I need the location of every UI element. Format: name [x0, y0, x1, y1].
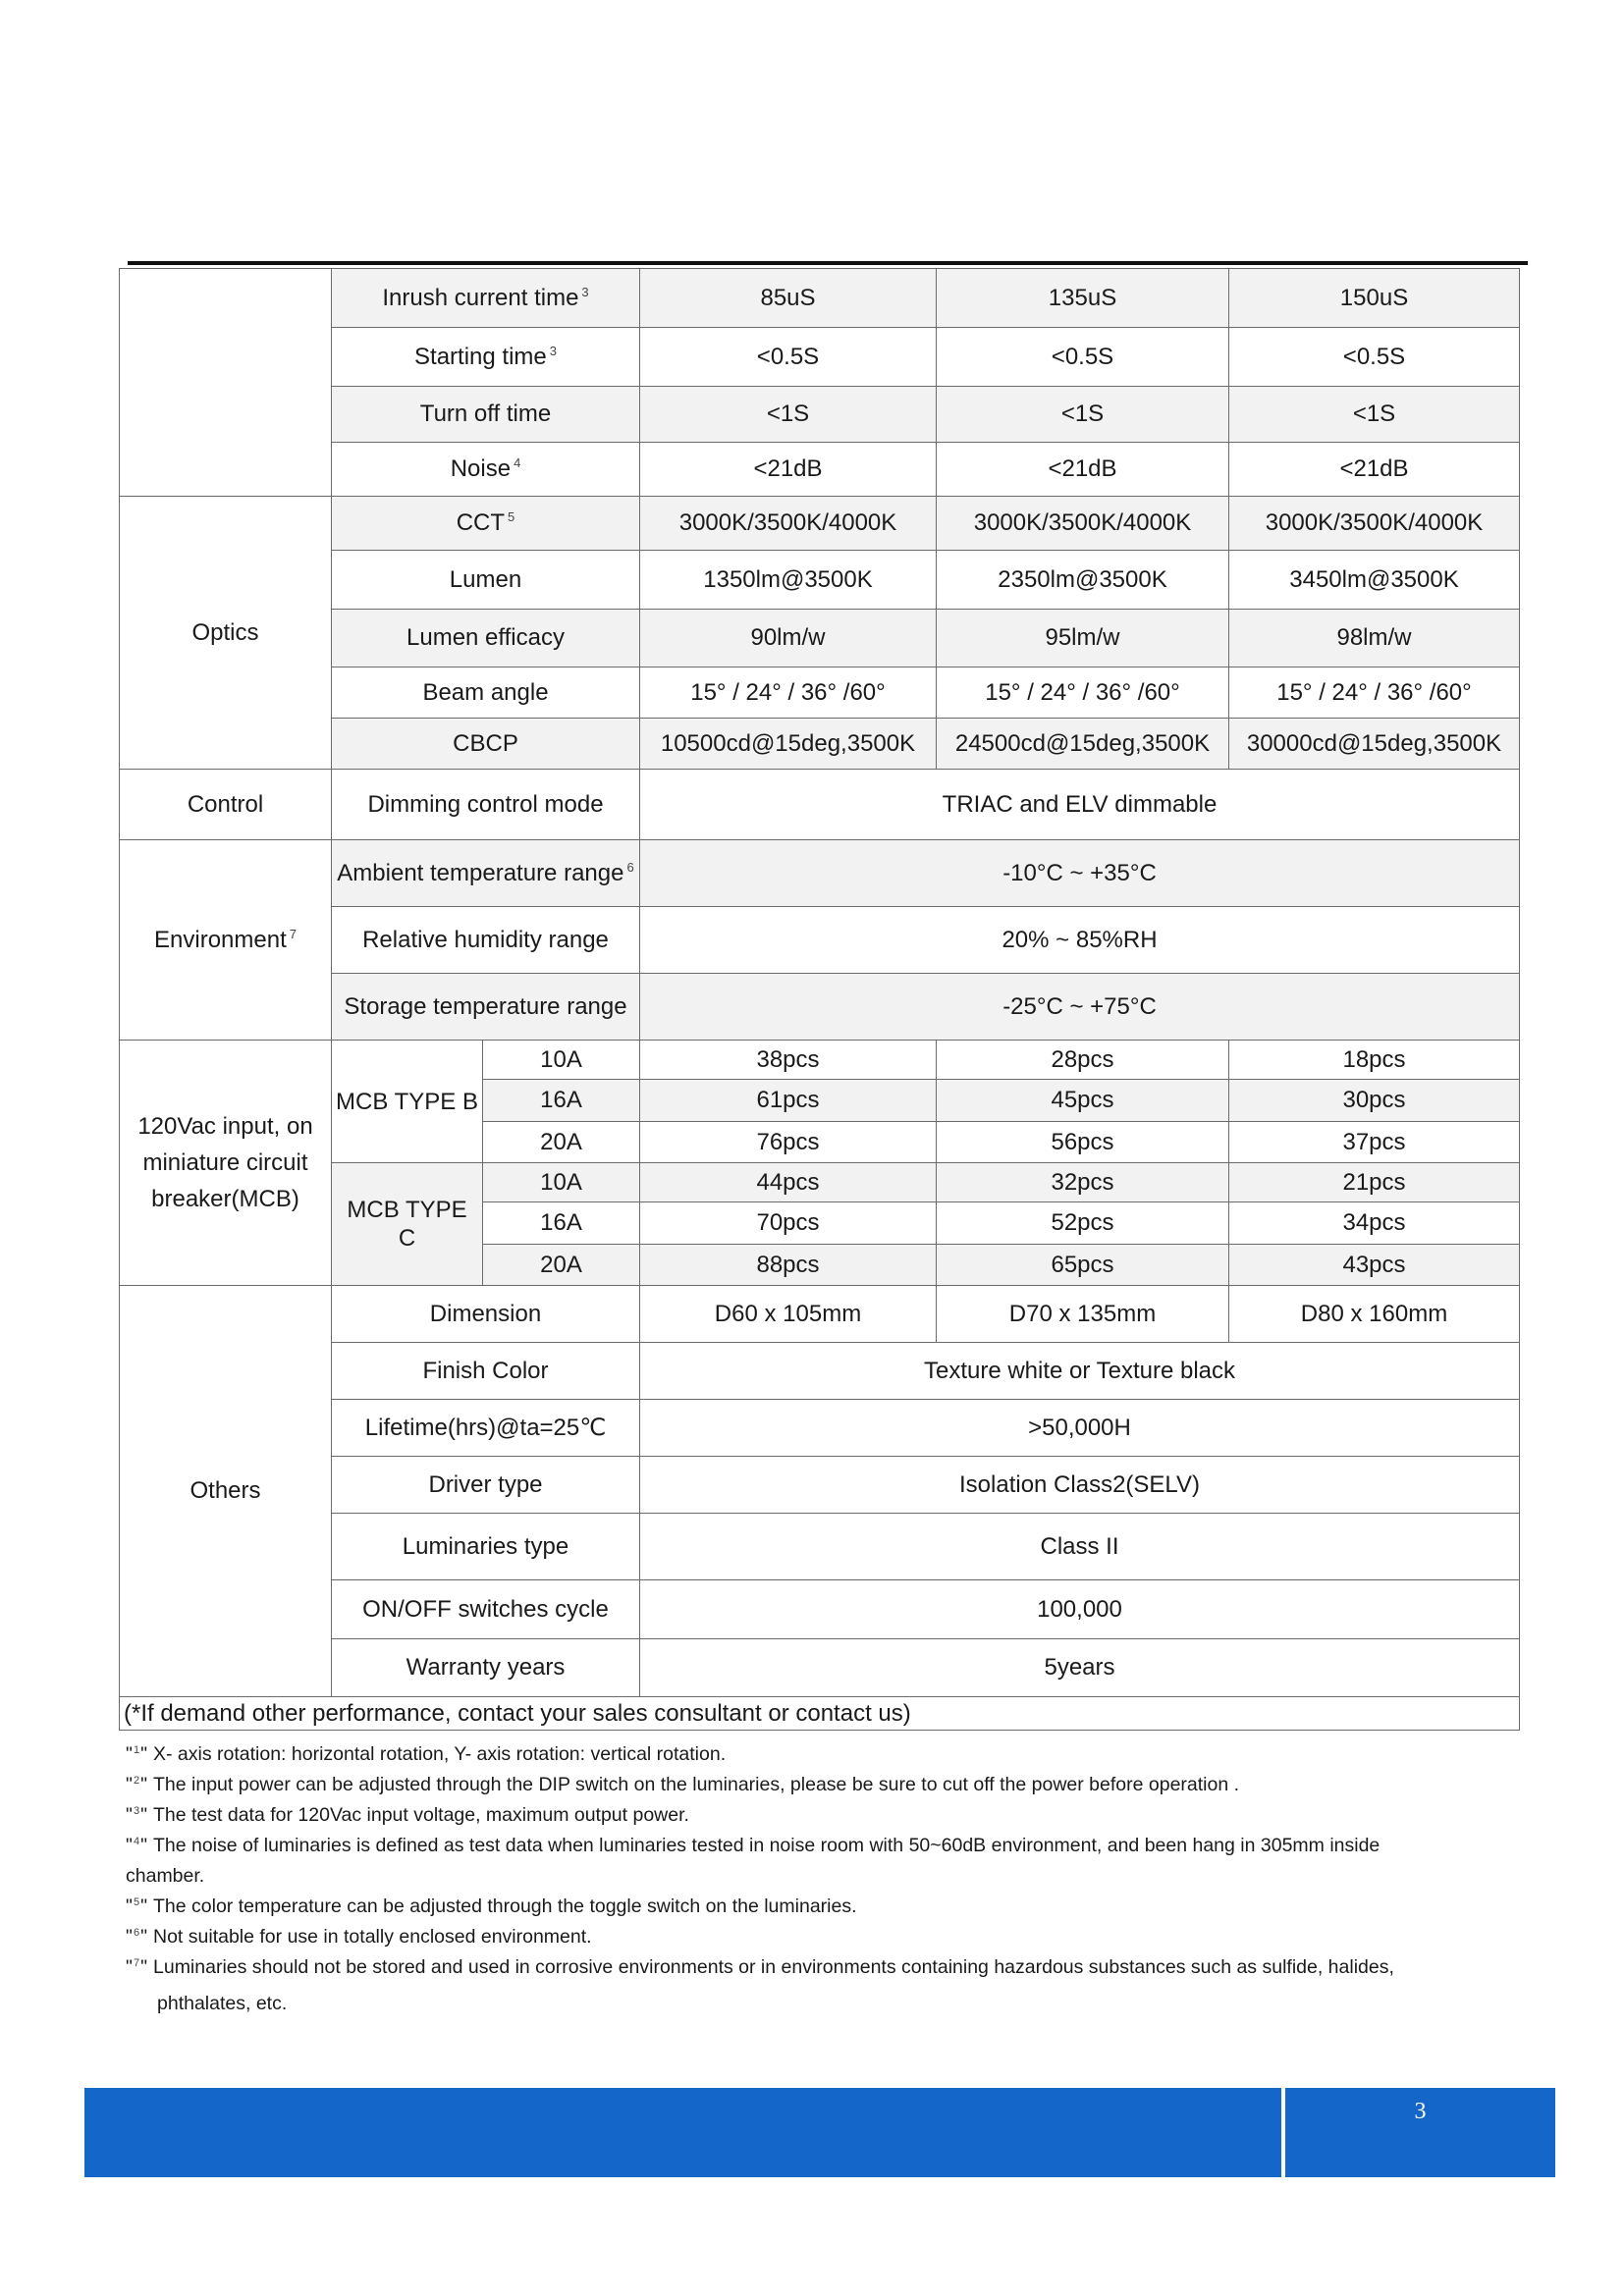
value-cell: 38pcs [640, 1041, 937, 1080]
row-label: Relative humidity range [332, 907, 640, 974]
value-cell: 20% ~ 85%RH [640, 907, 1520, 974]
value-cell: 76pcs [640, 1122, 937, 1163]
value-cell: 65pcs [937, 1245, 1229, 1286]
row-label: Warranty years [332, 1639, 640, 1697]
top-rule [128, 261, 1528, 265]
value-cell: 88pcs [640, 1245, 937, 1286]
value-cell: 1350lm@3500K [640, 551, 937, 610]
value-cell: -10°C ~ +35°C [640, 840, 1520, 907]
footnote-text: Luminaries should not be stored and used in corrosive environments or in environments containing hazardous substances such as sulfide, halides, [153, 1956, 1394, 1978]
value-cell: 100,000 [640, 1580, 1520, 1639]
category-mcb: 120Vac input, on miniature circuit breaker(MCB) [120, 1041, 332, 1286]
value-cell: <1S [1229, 387, 1520, 443]
table-note: (*If demand other performance, contact your sales consultant or contact us) [120, 1697, 1520, 1731]
value-cell: 52pcs [937, 1202, 1229, 1245]
value-cell: 37pcs [1229, 1122, 1520, 1163]
category-cell-blank [120, 269, 332, 497]
row-label: Finish Color [332, 1343, 640, 1400]
value-cell: <0.5S [937, 328, 1229, 387]
row-label: Inrush current time $^3$ [332, 269, 640, 328]
footnote [126, 1922, 1530, 1952]
value-cell: <1S [937, 387, 1229, 443]
value-cell: 43pcs [1229, 1245, 1520, 1286]
value-cell: 34pcs [1229, 1202, 1520, 1245]
footnote-text: The color temperature can be adjusted through the toggle switch on the luminaries. [153, 1896, 857, 1917]
value-cell: <0.5S [640, 328, 937, 387]
footnote-marker: "$^4$" [126, 1835, 147, 1856]
value-cell: Texture white or Texture black [640, 1343, 1520, 1400]
value-cell: 3000K/3500K/4000K [937, 497, 1229, 551]
value-cell: 21pcs [1229, 1163, 1520, 1202]
row-label: Lumen [332, 551, 640, 610]
mcb-type-b: MCB TYPE B [332, 1041, 483, 1163]
table-row [120, 840, 1520, 907]
value-cell: 10500cd@15deg,3500K [640, 719, 937, 770]
value-cell: Class II [640, 1514, 1520, 1580]
rating-cell: 16A [483, 1080, 640, 1122]
footnote-marker: "$^3$" [126, 1804, 147, 1826]
row-label: Starting time $^3$ [332, 328, 640, 387]
footnote-marker: "$^2$" [126, 1774, 147, 1795]
value-cell: 30000cd@15deg,3500K [1229, 719, 1520, 770]
footnote-text: The noise of luminaries is defined as test data when luminaries tested in noise room with 50~60dB environment, and been hang in 305mm inside [153, 1835, 1380, 1856]
value-cell: -25°C ~ +75°C [640, 974, 1520, 1041]
value-cell: 95lm/w [937, 610, 1229, 667]
footnote [126, 1739, 1530, 1770]
footnote-marker: "$^5$" [126, 1896, 147, 1917]
value-cell: <21dB [937, 443, 1229, 497]
page-number: 3 [1414, 2099, 1427, 2124]
category-environment: Environment $^7$ [120, 840, 332, 1041]
footnote [126, 1831, 1530, 1861]
value-cell: <21dB [1229, 443, 1520, 497]
table-row [120, 269, 1520, 328]
footnote [126, 1892, 1530, 1922]
value-cell: 135uS [937, 269, 1229, 328]
footnote-marker: "$^1$" [126, 1743, 147, 1765]
category-optics: Optics [120, 497, 332, 770]
value-cell: 90lm/w [640, 610, 937, 667]
footnote-text: The input power can be adjusted through the DIP switch on the luminaries, please be sure to cut off the power before operation . [153, 1774, 1240, 1795]
table-row [120, 1041, 1520, 1080]
value-cell: 61pcs [640, 1080, 937, 1122]
category-control: Control [120, 770, 332, 840]
value-cell: 98lm/w [1229, 610, 1520, 667]
row-label: Turn off time [332, 387, 640, 443]
value-cell: 45pcs [937, 1080, 1229, 1122]
rating-cell: 10A [483, 1041, 640, 1080]
value-cell: 15° / 24° / 36° /60° [1229, 667, 1520, 719]
value-cell: 70pcs [640, 1202, 937, 1245]
table-row [120, 1286, 1520, 1343]
footnote-text: The test data for 120Vac input voltage, maximum output power. [153, 1804, 689, 1826]
footer-band-left [84, 2088, 1281, 2177]
value-cell: 15° / 24° / 36° /60° [640, 667, 937, 719]
footnote [126, 1952, 1530, 1983]
row-label: Driver type [332, 1457, 640, 1514]
value-cell: 2350lm@3500K [937, 551, 1229, 610]
value-cell: D60 x 105mm [640, 1286, 937, 1343]
value-cell: 5years [640, 1639, 1520, 1697]
row-label: Storage temperature range [332, 974, 640, 1041]
value-cell: 150uS [1229, 269, 1520, 328]
value-cell: <1S [640, 387, 937, 443]
value-cell: 18pcs [1229, 1041, 1520, 1080]
value-cell: 30pcs [1229, 1080, 1520, 1122]
footnotes [126, 1739, 1530, 2019]
rating-cell: 16A [483, 1202, 640, 1245]
footnote-marker: "$^7$" [126, 1956, 147, 1978]
value-cell: 85uS [640, 269, 937, 328]
value-cell: 44pcs [640, 1163, 937, 1202]
footnote-continuation: phthalates, etc. [157, 1993, 288, 2014]
value-cell: 15° / 24° / 36° /60° [937, 667, 1229, 719]
value-cell: 3450lm@3500K [1229, 551, 1520, 610]
footnote-text: Not suitable for use in totally enclosed environment. [153, 1926, 592, 1948]
value-cell: 3000K/3500K/4000K [1229, 497, 1520, 551]
rating-cell: 10A [483, 1163, 640, 1202]
value-cell: 28pcs [937, 1041, 1229, 1080]
row-label: Dimension [332, 1286, 640, 1343]
row-label: ON/OFF switches cycle [332, 1580, 640, 1639]
value-cell: >50,000H [640, 1400, 1520, 1457]
row-label: Dimming control mode [332, 770, 640, 840]
row-label: Beam angle [332, 667, 640, 719]
footnote [126, 1770, 1530, 1800]
value-cell: D80 x 160mm [1229, 1286, 1520, 1343]
value-cell: 24500cd@15deg,3500K [937, 719, 1229, 770]
table-row [120, 497, 1520, 551]
footnote-text: X- axis rotation: horizontal rotation, Y- axis rotation: vertical rotation. [153, 1743, 727, 1765]
table-row [120, 770, 1520, 840]
value-cell: <0.5S [1229, 328, 1520, 387]
rating-cell: 20A [483, 1245, 640, 1286]
value-cell: 56pcs [937, 1122, 1229, 1163]
category-others: Others [120, 1286, 332, 1697]
value-cell: TRIAC and ELV dimmable [640, 770, 1520, 840]
row-label: Luminaries type [332, 1514, 640, 1580]
value-cell: 3000K/3500K/4000K [640, 497, 937, 551]
row-label: Lifetime(hrs)@ta=25℃ [332, 1400, 640, 1457]
row-label: Noise $^4$ [332, 443, 640, 497]
mcb-type-c: MCB TYPE C [332, 1163, 483, 1286]
row-label: CBCP [332, 719, 640, 770]
value-cell: Isolation Class2(SELV) [640, 1457, 1520, 1514]
row-label: Ambient temperature range $^6$ [332, 840, 640, 907]
row-label: CCT $^5$ [332, 497, 640, 551]
value-cell: <21dB [640, 443, 937, 497]
spec-table [119, 268, 1520, 1731]
value-cell: D70 x 135mm [937, 1286, 1229, 1343]
value-cell: 32pcs [937, 1163, 1229, 1202]
table-row [120, 1697, 1520, 1731]
footnote-marker: "$^6$" [126, 1926, 147, 1948]
row-label: Lumen efficacy [332, 610, 640, 667]
footnote-continuation: chamber. [126, 1865, 205, 1887]
rating-cell: 20A [483, 1122, 640, 1163]
footnote [126, 1800, 1530, 1831]
